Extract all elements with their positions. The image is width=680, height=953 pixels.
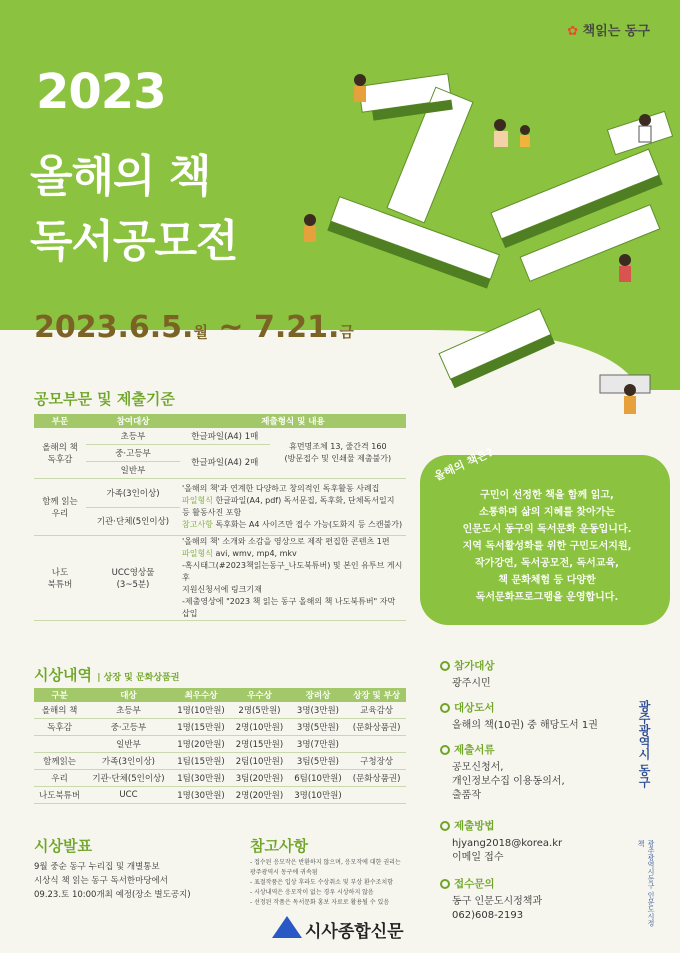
contest-category: 함께 읽는 우리 [34, 479, 86, 536]
about-bubble-text: 구민이 선정한 책을 함께 읽고, 소통하며 삶의 지혜를 찾아가는 인문도시 동구의 독서문화 운동입니다. 지역 독서활성화를 위한 구민도서지원, 작가강연, 독서공모전, 독서교육, 책 문화체험 등 다양한 독서문화프로그램을 운영합니다. [462, 490, 632, 603]
table-row: 독후감 중·고등부 1명(15만원) 2명(10만원) 3명(5만원) (문화상품권) [34, 719, 406, 736]
title-line-1: 올해의 책 [30, 151, 211, 202]
title-line-2: 독서공모전 [30, 216, 238, 267]
contest-format: 한글파일(A4) 1매 [180, 428, 270, 445]
awards-header: 최우수상 [172, 688, 230, 702]
announcement-text: 9월 중순 동구 누리집 및 개별통보 시상식 책 읽는 동구 독서한마당에서 09.23.토 10:00개최 예정(장소 별도공지) [34, 862, 191, 900]
contest-header: 제출형식 및 내용 [180, 414, 406, 428]
info-contact: 접수문의 동구 인문도시정책과 062)608-2193 [440, 876, 542, 923]
event-dates [34, 310, 354, 345]
contest-target: 일반부 [86, 462, 180, 479]
contest-target: UCC영상물 (3~5분) [86, 536, 180, 621]
district-logo [567, 20, 650, 39]
contest-format: 한글파일(A4) 2매 [180, 445, 270, 479]
info-documents: 제출서류 공모신청서, 개인정보수집 이용동의서, 출품작 [440, 742, 565, 803]
bullet-icon [440, 661, 450, 671]
contest-target: 중·고등부 [86, 445, 180, 462]
table-row: 일반부 1명(20만원) 2명(15만원) 3명(7만원) [34, 736, 406, 753]
date-separator: ~ [207, 310, 254, 345]
awards-header: 대상 [85, 688, 172, 702]
notes-text: - 접수된 응모작은 반환하지 않으며, 응모작에 대한 권리는 광주광역시 동구에 귀속됨 - 표절작품은 입상 후라도 수상취소 및 부상 환수조치함 - 시상내역은 응모작이 없는 경우 시상하지 않음 - 선정된 작품은 독서문화 홍보 자료로 활용될 수 있음 [250, 859, 401, 906]
date-end: 7.21. [253, 310, 340, 345]
contest-target: 가족(3인이상) [86, 479, 180, 508]
district-vertical-logo: 광주광역시 동구 [637, 700, 651, 789]
about-bubble-tag: 올해의 책은? [432, 445, 496, 484]
awards-header: 상장 및 부상 [347, 688, 406, 702]
bullet-icon [440, 745, 450, 755]
book-letters-illustration [290, 60, 680, 440]
contest-description: '올해의 책'과 연계한 다양하고 창의적인 독후활동 사례집 파일형식 한글파일(A4, pdf) 독서문집, 독후화, 단체독서일지 등 활동사진 포함 참고사항 독후화는 A4 사이즈만 접수 가능(도화지 등 스캔불가) [180, 479, 406, 536]
info-participants: 참가대상 광주시민 [440, 658, 495, 691]
date-start-day: 월 [193, 323, 208, 341]
info-books: 대상도서 올해의 책(10권) 중 해당도서 1권 [440, 700, 598, 733]
awards-header: 장려상 [289, 688, 347, 702]
info-submission: 제출방법 hjyang2018@korea.kr 이메일 접수 [440, 818, 562, 865]
table-row: 우리 기관·단체(5인이상) 1팀(30만원) 3팀(20만원) 6팀(10만원) (문화상품권) [34, 770, 406, 787]
bullet-icon [440, 879, 450, 889]
contest-category: 올해의 책 독후감 [34, 428, 86, 479]
contest-header: 참여대상 [86, 414, 180, 428]
brand-logo-icon [270, 914, 304, 940]
contest-category: 나도 북튜버 [34, 536, 86, 621]
contest-note: 휴먼명조체 13, 줄간격 160 (방문접수 및 인쇄물 제출불가) [270, 428, 406, 479]
awards-section-title: 시상내역 | 상장 및 문화상품권 [34, 666, 180, 684]
contest-section-title: 공모부문 및 제출기준 [34, 390, 175, 408]
logo-text: 책읽는 동구 [582, 24, 650, 39]
awards-table [34, 688, 406, 804]
contest-header: 부문 [34, 414, 86, 428]
awards-header: 우수상 [230, 688, 288, 702]
notes-title: 참고사항 [250, 837, 308, 855]
contest-table [34, 414, 406, 621]
table-row: 함께읽는 가족(3인이상) 1팀(15만원) 2팀(10만원) 3팀(5만원) 구청장상 [34, 753, 406, 770]
awards-header: 구분 [34, 688, 85, 702]
bullet-icon [440, 703, 450, 713]
library-vertical-logo: 광주광역시동구 인문도시정책 [637, 840, 655, 927]
announcement-title: 시상발표 [34, 837, 92, 855]
email-link[interactable]: hjyang2018@korea.kr [452, 838, 563, 849]
brand-text: 시사종합신문 [305, 922, 404, 942]
date-start: 2023.6.5. [34, 310, 194, 345]
awards-subtitle: | 상장 및 문화상품권 [97, 673, 180, 683]
bullet-icon [440, 821, 450, 831]
contest-target: 초등부 [86, 428, 180, 445]
contest-description: '올해의 책' 소개와 소감을 영상으로 제작 편집한 콘텐츠 1편 파일형식 avi, wmv, mp4, mkv -혹시태그(#2023책읽는동구_나도북튜버) 및 본인 유투브 게시 후 지원신청서에 링크기재 -제출영상에 "2023 책 읽는 동구 올해의 책 나도북튜버" 자막 삽입 [180, 536, 406, 621]
logo-mark-icon: ✿ [567, 24, 579, 39]
contest-target: 기관·단체(5인이상) [86, 507, 180, 536]
table-row: 올해의 책 초등부 1명(10만원) 2명(5만원) 3명(3만원) 교육감상 [34, 702, 406, 719]
table-row: 나도북튜버 UCC 1명(30만원) 2명(20만원) 3명(10만원) [34, 787, 406, 804]
title-year: 2023 [36, 64, 166, 120]
date-end-day: 금 [339, 323, 354, 341]
